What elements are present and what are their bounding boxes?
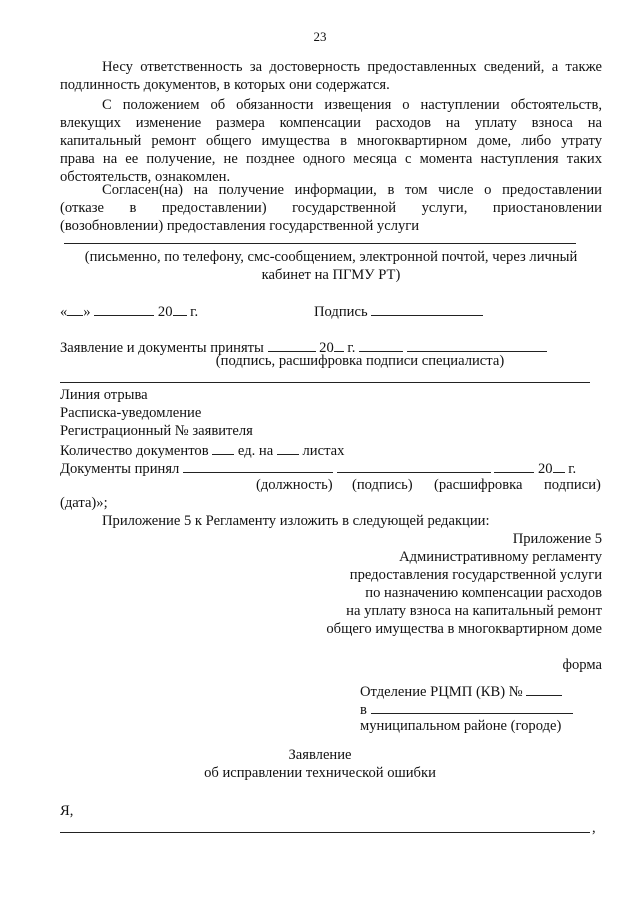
tear-year-suffix: г.	[568, 461, 577, 477]
page-number: 23	[313, 29, 327, 44]
addressee-in: в	[360, 702, 367, 718]
year-prefix: 20	[157, 304, 173, 320]
position-blank	[183, 458, 333, 473]
addressee-line1	[360, 681, 562, 701]
hint-date: (дата)»;	[60, 495, 108, 511]
hint-signatures: подписи)	[544, 477, 601, 493]
hint-decode: (расшифровка	[434, 477, 523, 493]
accepted-name-blank	[407, 337, 547, 352]
accepted-sign-blank	[359, 337, 403, 352]
tear-year-prefix: 20	[537, 461, 553, 477]
addressee-line2	[360, 699, 573, 719]
document-subtitle: об исправлении технической ошибки	[204, 765, 436, 781]
department-label: Отделение РЦМП (КВ) №	[360, 684, 523, 700]
receipt-title: Расписка-уведомление	[60, 405, 202, 421]
quote-open: «	[60, 304, 68, 320]
form-label: форма	[562, 657, 602, 673]
accepted-year-blank	[334, 337, 344, 352]
method-hint-line1: (письменно, по телефону, смс-сообщением, электронной почтой, через личный	[84, 249, 578, 265]
para2-line2: влекущих изменение размера компенсации расходов на уплату взноса на	[60, 115, 602, 131]
signature-field	[314, 301, 483, 321]
accepted-hint: (подпись, расшифровка подписи специалиста)	[215, 353, 505, 369]
doc-count-mid: ед. на	[237, 443, 274, 459]
hint-position: (должность)	[256, 477, 333, 493]
para2-line4: права на ее получение, не позднее одного месяца с момента наступления таких	[60, 151, 602, 167]
appendix-header-line1: Приложение 5	[512, 531, 602, 547]
notification-duty-paragraph	[60, 96, 602, 186]
accepted-year-prefix: 20	[319, 340, 334, 356]
accepted-year-suffix: г.	[347, 340, 356, 356]
accepted-by-label: Документы принял	[60, 461, 180, 477]
para3-line3: (возобновлении) предоставления государственной услуги	[60, 218, 420, 234]
doc-count-row	[60, 440, 344, 460]
method-hint-line2: кабинет на ПГМУ РТ)	[261, 267, 401, 283]
department-number-blank	[526, 681, 562, 696]
tear-off-line	[60, 382, 590, 383]
day-blank	[67, 301, 83, 316]
tear-year-blank	[553, 458, 565, 473]
method-blank-line	[64, 243, 576, 244]
appendix-header-line4: по назначению компенсации расходов	[365, 585, 602, 601]
quote-close: »	[83, 304, 91, 320]
para2-line3: капитальный ремонт общего имущества в многоквартирном доме, либо утрату	[60, 133, 602, 149]
para2-line1: С положением об обязанности извещения о наступлении обстоятельств,	[102, 97, 602, 113]
month-blank	[94, 301, 154, 316]
signature-label: Подпись	[314, 304, 368, 320]
para1-line2: подлинность документов, в которых они содержатся.	[60, 77, 390, 93]
appendix-header-line3: предоставления государственной услуги	[349, 567, 602, 583]
accepted-label: Заявление и документы приняты	[60, 340, 264, 356]
appendix-intro: Приложение 5 к Регламенту изложить в следующей редакции:	[102, 513, 490, 529]
tear-line-label: Линия отрыва	[60, 387, 148, 403]
para3-line1: Согласен(на) на получение информации, в том числе о предоставлении	[102, 182, 602, 198]
accepted-month-blank	[268, 337, 316, 352]
reg-number-label: Регистрационный № заявителя	[60, 423, 253, 439]
para2-line5: обстоятельств, ознакомлен.	[60, 169, 231, 185]
doc-count-suffix: листах	[302, 443, 345, 459]
document-title: Заявление	[288, 747, 352, 763]
accepted-by-row	[60, 458, 576, 478]
consent-paragraph	[60, 181, 602, 235]
tear-date-blank	[494, 458, 534, 473]
sheet-count-blank	[277, 440, 299, 455]
doc-count-blank	[212, 440, 234, 455]
responsibility-paragraph	[60, 58, 602, 94]
year-blank	[173, 301, 187, 316]
addressee-line3: муниципальном районе (городе)	[360, 718, 562, 734]
date-signature-row	[60, 301, 198, 321]
applicant-comma: ,	[592, 820, 596, 836]
appendix-header-line2: Административному регламенту	[399, 549, 602, 565]
signature-blank	[371, 301, 483, 316]
para3-line2: (отказе в предоставлении) государственной услуги, приостановлении	[60, 200, 602, 216]
applicant-name-blank	[60, 832, 590, 833]
appendix-header-line5: на уплату взноса на капитальный ремонт	[346, 603, 602, 619]
applicant-prefix: Я,	[60, 803, 74, 819]
appendix-header-line6: общего имущества в многоквартирном доме	[326, 621, 602, 637]
tear-signature-blank	[337, 458, 491, 473]
para1-line1: Несу ответственность за достоверность предоставленных сведений, а также	[102, 59, 602, 75]
year-suffix: г.	[190, 304, 199, 320]
doc-count-prefix: Количество документов	[60, 443, 209, 459]
district-blank	[371, 699, 573, 714]
hint-signature: (подпись)	[352, 477, 413, 493]
